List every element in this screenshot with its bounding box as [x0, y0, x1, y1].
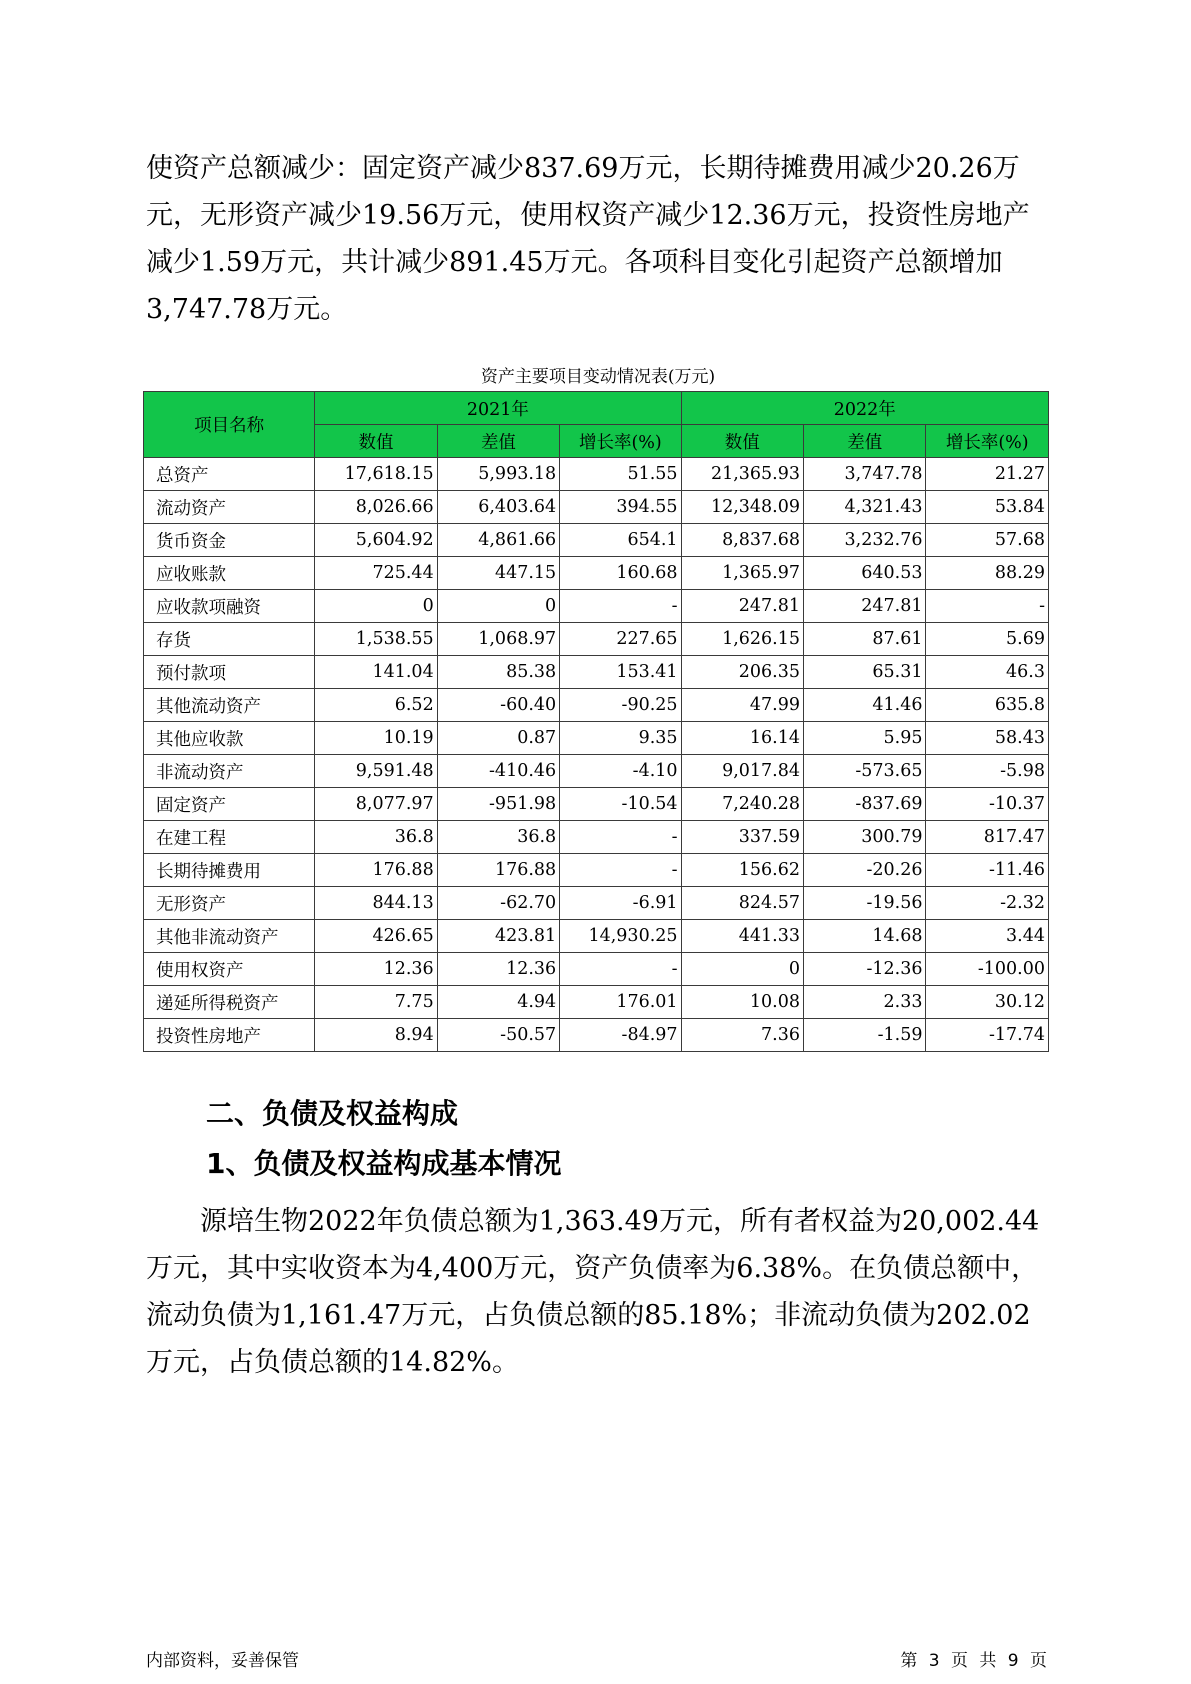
- row-value-cell: -1.59: [804, 1019, 926, 1052]
- row-item-name: 其他非流动资产: [144, 920, 315, 953]
- intro-paragraph: 使资产总额减少：固定资产减少837.69万元，长期待摊费用减少20.26万元，无形资产减少19.56万元，使用权资产减少12.36万元，投资性房地产减少1.59万元，共计减少891.45万元。各项科目变化引起资产总额增加3,747.78万元。: [146, 153, 1030, 325]
- row-value-cell: 176.88: [437, 854, 559, 887]
- row-value-cell: 844.13: [315, 887, 437, 920]
- row-value-cell: 4,861.66: [437, 524, 559, 557]
- row-value-cell: 41.46: [804, 689, 926, 722]
- row-value-cell: 9,591.48: [315, 755, 437, 788]
- table-row: [144, 755, 1049, 788]
- row-item-name: 预付款项: [144, 656, 315, 689]
- row-value-cell: -19.56: [804, 887, 926, 920]
- row-value-cell: 160.68: [560, 557, 681, 590]
- row-value-cell: 7.75: [315, 986, 437, 1019]
- row-item-name: 货币资金: [144, 524, 315, 557]
- row-value-cell: 5.95: [804, 722, 926, 755]
- row-value-cell: -: [560, 854, 681, 887]
- row-value-cell: -: [926, 590, 1049, 623]
- row-value-cell: 65.31: [804, 656, 926, 689]
- table-row: [144, 623, 1049, 656]
- row-value-cell: -20.26: [804, 854, 926, 887]
- row-value-cell: 176.88: [315, 854, 437, 887]
- row-value-cell: 46.3: [926, 656, 1049, 689]
- row-value-cell: 247.81: [681, 590, 803, 623]
- row-item-name: 使用权资产: [144, 953, 315, 986]
- table-row: [144, 656, 1049, 689]
- row-value-cell: 0: [681, 953, 803, 986]
- table-row: [144, 854, 1049, 887]
- row-value-cell: -2.32: [926, 887, 1049, 920]
- row-item-name: 投资性房地产: [144, 1019, 315, 1052]
- sub-header: 差值: [437, 425, 559, 458]
- row-item-name: 递延所得税资产: [144, 986, 315, 1019]
- row-value-cell: 6,403.64: [437, 491, 559, 524]
- row-value-cell: 0: [437, 590, 559, 623]
- table-row: [144, 722, 1049, 755]
- row-value-cell: -: [560, 953, 681, 986]
- row-value-cell: 227.65: [560, 623, 681, 656]
- row-value-cell: 1,365.97: [681, 557, 803, 590]
- row-value-cell: 635.8: [926, 689, 1049, 722]
- row-value-cell: -84.97: [560, 1019, 681, 1052]
- row-value-cell: 14.68: [804, 920, 926, 953]
- row-item-name: 非流动资产: [144, 755, 315, 788]
- row-value-cell: 7,240.28: [681, 788, 803, 821]
- row-value-cell: 21.27: [926, 458, 1049, 491]
- sub-header: 增长率(%): [560, 425, 681, 458]
- row-value-cell: 141.04: [315, 656, 437, 689]
- row-value-cell: 5,993.18: [437, 458, 559, 491]
- row-value-cell: 426.65: [315, 920, 437, 953]
- row-value-cell: -6.91: [560, 887, 681, 920]
- row-value-cell: -573.65: [804, 755, 926, 788]
- sub-header: 增长率(%): [926, 425, 1049, 458]
- row-value-cell: 47.99: [681, 689, 803, 722]
- table-row: [144, 524, 1049, 557]
- row-item-name: 应收账款: [144, 557, 315, 590]
- row-item-name: 在建工程: [144, 821, 315, 854]
- row-item-name: 其他应收款: [144, 722, 315, 755]
- row-value-cell: 423.81: [437, 920, 559, 953]
- row-item-name: 固定资产: [144, 788, 315, 821]
- row-value-cell: -5.98: [926, 755, 1049, 788]
- row-value-cell: -100.00: [926, 953, 1049, 986]
- liabilities-paragraph: 源培生物2022年负债总额为1,363.49万元，所有者权益为20,002.44万元，其中实收资本为4,400万元，资产负债率为6.38%。在负债总额中，流动负债为1,161.47万元，占负债总额的85.18%；非流动负债为202.02万元，占负债总额的14.82%。: [146, 1206, 1040, 1378]
- row-value-cell: 206.35: [681, 656, 803, 689]
- row-value-cell: 9.35: [560, 722, 681, 755]
- row-value-cell: 156.62: [681, 854, 803, 887]
- row-value-cell: 0.87: [437, 722, 559, 755]
- row-item-name: 其他流动资产: [144, 689, 315, 722]
- table-row: [144, 689, 1049, 722]
- row-value-cell: 17,618.15: [315, 458, 437, 491]
- row-value-cell: 3,232.76: [804, 524, 926, 557]
- table-row: [144, 491, 1049, 524]
- table-row: [144, 887, 1049, 920]
- row-value-cell: 8,837.68: [681, 524, 803, 557]
- row-item-name: 应收款项融资: [144, 590, 315, 623]
- row-value-cell: 36.8: [437, 821, 559, 854]
- row-value-cell: 8,026.66: [315, 491, 437, 524]
- row-value-cell: 8.94: [315, 1019, 437, 1052]
- row-value-cell: 58.43: [926, 722, 1049, 755]
- row-value-cell: 300.79: [804, 821, 926, 854]
- row-value-cell: 10.08: [681, 986, 803, 1019]
- row-value-cell: -4.10: [560, 755, 681, 788]
- row-value-cell: 394.55: [560, 491, 681, 524]
- row-value-cell: -12.36: [804, 953, 926, 986]
- row-value-cell: -90.25: [560, 689, 681, 722]
- table-row: [144, 920, 1049, 953]
- row-value-cell: -: [560, 590, 681, 623]
- row-value-cell: 7.36: [681, 1019, 803, 1052]
- table-row: [144, 986, 1049, 1019]
- row-value-cell: 12.36: [315, 953, 437, 986]
- row-value-cell: 36.8: [315, 821, 437, 854]
- sub-header: 数值: [681, 425, 803, 458]
- row-value-cell: -50.57: [437, 1019, 559, 1052]
- row-value-cell: 1,068.97: [437, 623, 559, 656]
- item-name-header: 项目名称: [144, 392, 315, 458]
- row-value-cell: -: [560, 821, 681, 854]
- row-value-cell: 4,321.43: [804, 491, 926, 524]
- row-value-cell: 0: [315, 590, 437, 623]
- row-value-cell: -60.40: [437, 689, 559, 722]
- row-value-cell: 12,348.09: [681, 491, 803, 524]
- row-value-cell: 30.12: [926, 986, 1049, 1019]
- row-value-cell: 337.59: [681, 821, 803, 854]
- row-value-cell: 1,538.55: [315, 623, 437, 656]
- assets-change-table: [143, 391, 1049, 1052]
- table-row: [144, 557, 1049, 590]
- row-value-cell: 12.36: [437, 953, 559, 986]
- table-header-row-years: [144, 392, 1049, 425]
- row-value-cell: 654.1: [560, 524, 681, 557]
- row-value-cell: -62.70: [437, 887, 559, 920]
- row-item-name: 存货: [144, 623, 315, 656]
- row-value-cell: 10.19: [315, 722, 437, 755]
- row-value-cell: 51.55: [560, 458, 681, 491]
- sub-header: 差值: [804, 425, 926, 458]
- row-value-cell: -11.46: [926, 854, 1049, 887]
- table-body: [144, 458, 1049, 1052]
- row-value-cell: 3,747.78: [804, 458, 926, 491]
- table-row: [144, 1019, 1049, 1052]
- row-value-cell: 87.61: [804, 623, 926, 656]
- row-value-cell: 176.01: [560, 986, 681, 1019]
- row-item-name: 长期待摊费用: [144, 854, 315, 887]
- table-row: [144, 458, 1049, 491]
- row-value-cell: 53.84: [926, 491, 1049, 524]
- row-value-cell: 3.44: [926, 920, 1049, 953]
- row-value-cell: 9,017.84: [681, 755, 803, 788]
- row-value-cell: 16.14: [681, 722, 803, 755]
- row-value-cell: 247.81: [804, 590, 926, 623]
- table-row: [144, 953, 1049, 986]
- row-item-name: 总资产: [144, 458, 315, 491]
- footer-confidential-note: 内部资料，妥善保管: [146, 1651, 299, 1671]
- sub-header: 数值: [315, 425, 437, 458]
- row-value-cell: 21,365.93: [681, 458, 803, 491]
- row-value-cell: 5.69: [926, 623, 1049, 656]
- row-value-cell: -17.74: [926, 1019, 1049, 1052]
- section-heading: 二、负债及权益构成: [206, 1097, 459, 1130]
- row-value-cell: 8,077.97: [315, 788, 437, 821]
- subsection-heading: 1、负债及权益构成基本情况: [206, 1147, 562, 1180]
- row-value-cell: -410.46: [437, 755, 559, 788]
- row-value-cell: -837.69: [804, 788, 926, 821]
- row-value-cell: 5,604.92: [315, 524, 437, 557]
- row-value-cell: 441.33: [681, 920, 803, 953]
- row-item-name: 流动资产: [144, 491, 315, 524]
- table-caption: 资产主要项目变动情况表(万元): [480, 367, 716, 387]
- table-row: [144, 821, 1049, 854]
- row-value-cell: 2.33: [804, 986, 926, 1019]
- row-value-cell: 725.44: [315, 557, 437, 590]
- row-value-cell: 153.41: [560, 656, 681, 689]
- row-value-cell: 85.38: [437, 656, 559, 689]
- row-value-cell: 447.15: [437, 557, 559, 590]
- footer-page-number: 第 3 页 共 9 页: [900, 1651, 1047, 1671]
- table-row: [144, 590, 1049, 623]
- row-value-cell: 57.68: [926, 524, 1049, 557]
- row-value-cell: -951.98: [437, 788, 559, 821]
- row-value-cell: 640.53: [804, 557, 926, 590]
- row-value-cell: 817.47: [926, 821, 1049, 854]
- row-value-cell: -10.37: [926, 788, 1049, 821]
- row-value-cell: 1,626.15: [681, 623, 803, 656]
- year-header-2021: 2021年: [315, 392, 681, 425]
- table-row: [144, 788, 1049, 821]
- row-value-cell: 4.94: [437, 986, 559, 1019]
- year-header-2022: 2022年: [681, 392, 1048, 425]
- row-value-cell: 14,930.25: [560, 920, 681, 953]
- row-value-cell: 824.57: [681, 887, 803, 920]
- row-value-cell: -10.54: [560, 788, 681, 821]
- row-item-name: 无形资产: [144, 887, 315, 920]
- row-value-cell: 6.52: [315, 689, 437, 722]
- row-value-cell: 88.29: [926, 557, 1049, 590]
